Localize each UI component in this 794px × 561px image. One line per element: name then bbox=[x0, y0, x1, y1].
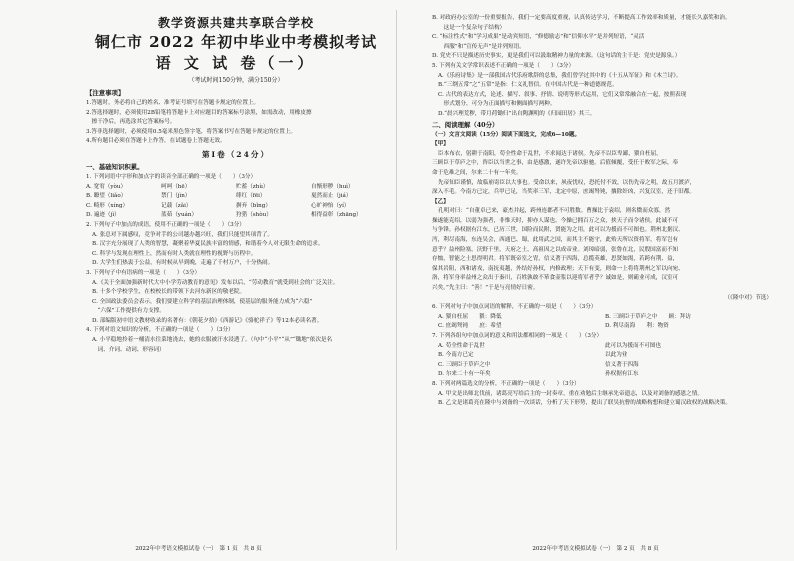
q3-option: A.《关于全面加强新时代大中小学劳动教育的意见》发布以后，“劳动教育”就受到社会的广泛关注。 bbox=[92, 279, 339, 286]
passage-a-line: 命于危难之间，尔来二十有一年矣。 bbox=[432, 169, 522, 176]
question-5: 5. 下列有关文学常识表述不正确的一项是（ ）（3分） bbox=[432, 62, 575, 69]
q5-option: C. 古代的表达方式，论述、描写、叙事、抒情、说明等形式运用，它们又常常融合在一起，按照表现 bbox=[438, 91, 687, 98]
q6-option-row bbox=[432, 322, 772, 332]
paper-title: 语 文 试 卷（一） bbox=[155, 54, 317, 72]
note-line: 擦干净后，再选涂其它答案标号。 bbox=[86, 119, 176, 126]
q1-option: A. 宽宥（yòu） bbox=[86, 183, 127, 190]
q1-option: 记载（zǎi） bbox=[161, 202, 192, 209]
q1-option-row bbox=[86, 183, 386, 193]
q7-option: 孙权据有江东 bbox=[605, 371, 639, 378]
question-7: 7. 下列各组句中加点词的意义和用法都相同的一项是（ ）（3分） bbox=[432, 333, 603, 339]
q4-option-cont: B. 对政府办公室的一份重要报告，我们一定要高度重视，认真传达学习，不断提高工作效率和质量，才能长久嘉奖和治。 bbox=[432, 15, 731, 21]
q7-option-row bbox=[432, 342, 772, 352]
passage-b-label: 【乙】 bbox=[432, 198, 449, 205]
q5-option: 形式划分，可分为正面描写和侧面描写两种。 bbox=[438, 101, 556, 108]
question-4: 4. 下列对语文知识的分析，不正确的一项是（ ）（3分） bbox=[86, 327, 234, 334]
q5-option: B.“三纲五常”之“五常”是指：仁义礼智信。在中国古代是一种道德规范。 bbox=[438, 82, 618, 89]
q6-option: B. 三顾臣于草庐之中 顾：拜访 bbox=[605, 313, 691, 320]
q4-option-cont: C. “标注性式”和“学习成果”是动宾短语，“修德励志”和“信仰水平”是并列短语，“灵活 bbox=[432, 34, 645, 41]
q6-option: D. 利尽南海 利：物资 bbox=[605, 323, 669, 330]
note-line: 3.答非选择题时，必须使用0.5毫米黑色签字笔，将答案书写在答题卡规定的位置上。 bbox=[86, 128, 297, 135]
q1-option: 心旷神怡（yí） bbox=[311, 202, 350, 209]
passage-a-line: 三顾臣于草庐之中，咨臣以当世之事，由是感激，遂许先帝以驱驰。后值倾覆，受任于败军之际，奉 bbox=[432, 160, 679, 167]
q7-option: 此可以为援而不可图也 bbox=[605, 342, 661, 349]
question-6: 6. 下列对句子中加点词语的解释，不正确的一项是（ ）（3分） bbox=[432, 304, 597, 311]
exam-title: 铜仁市 2022 年初中毕业中考模拟考试 bbox=[94, 33, 378, 51]
q7-option: 信义著于四海 bbox=[605, 361, 639, 368]
passage-b-line: 兴矣。”先主曰：“善！”于是与亮情好日密。 bbox=[432, 285, 539, 292]
question-2: 2. 下列句子中加点的成语，使用不正确的一项是（ ）（3分） bbox=[86, 221, 245, 228]
q8-option: A. 甲文是出师北伐前，诸葛亮写给后主的一封奏章，重在劝勉后主继承先帝遗志，以及对刘备的感恩之情。 bbox=[438, 390, 703, 397]
q7-option: B. 今南方已定 bbox=[438, 352, 474, 359]
q7-option: D. 尔来二十有一年矣 bbox=[438, 371, 491, 378]
q4-option: 词、介词、动词、形容词） bbox=[92, 346, 165, 353]
passage-a-line: 深入不毛。今南方已定，兵甲已足，当奖率三军，北定中原，庶竭驽钝，攘除奸凶，兴复汉室，还于旧都。 bbox=[432, 189, 695, 196]
page-2-footer: 2022年中考语文模拟试卷（一） 第 2 页 共 8 页 bbox=[532, 546, 659, 552]
passage-a-line: 先帝知臣谨慎，故临崩寄臣以大事也。受命以来，夙夜忧叹，恐托付不效，以伤先帝之明，故五月渡泸， bbox=[438, 179, 696, 186]
q5-option: D.“晨兴理荒秽，带月荷锄归”出自陶渊明的《归园田居》其三。 bbox=[438, 110, 596, 117]
part-1-title: 第Ⅰ卷（24分） bbox=[201, 149, 271, 159]
passage-b-line: 孔明对曰：“自董卓已来，豪杰并起，跨州连郡者不可胜数。曹操比于袁绍，则名微而众寡，然 bbox=[438, 208, 671, 215]
passage-b-line: 存恤，智能之士思得明君。将军既帝室之胄，信义著于四海，总揽英雄，思贤如渴，若跨有荆、益， bbox=[432, 256, 679, 263]
page-2-content bbox=[432, 14, 772, 409]
q1-option: 戛然而止（jiá） bbox=[311, 193, 352, 200]
passage-a-line: 臣本布衣，躬耕于南阳，苟全性命于乱世，不求闻达于诸侯。先帝不以臣卑鄙，猥自枉屈， bbox=[438, 150, 662, 157]
passage-b-line: 保其岩阻，西和诸戎，南抚夷越，外结好孙权，内修政理；天下有变，则命一上将将荆州之军以向宛、 bbox=[432, 265, 684, 272]
q7-option: C. 三顾臣于草庐之中 bbox=[438, 361, 491, 368]
q1-option: C. 畸形（xíng） bbox=[86, 202, 129, 209]
q3-option: B. 十多个学校学生，在校校长的带领下去河东新区的敬老院。 bbox=[92, 289, 246, 296]
passage-b-line: 洛，将军身率益州之众出于秦川，百姓孰敢不箪食壶浆以迎将军者乎？诚如是，则霸业可成，汉室可 bbox=[432, 275, 679, 282]
q1-option-row bbox=[86, 211, 386, 221]
section-2-subtitle: （一）文言文阅读（15分）阅读下面选文，完成6—10题。 bbox=[432, 131, 581, 138]
q7-option-row bbox=[432, 370, 772, 380]
q4-option: A. 小平稳地拎着一桶清水往菜地浇去，她的衣服被汗水浸透了。（句中“小平”“从”“锄地”依次是名 bbox=[92, 337, 333, 344]
q6-option-row bbox=[432, 313, 772, 323]
q2-option: B. 汉字充分展现了人类的智慧，凝聚着华夏民族丰富的情感，和谐着今人对无限生命的追求。 bbox=[92, 241, 324, 248]
q4-option-cont: 西服”和“宣传无声”是并列短语。 bbox=[438, 43, 525, 50]
page-1-content bbox=[86, 14, 386, 355]
passage-b-line: 意乎？益州险塞，沃野千里，天府之土，高祖因之以成帝业。刘璋暗弱，张鲁在北，民殷国富而不知 bbox=[432, 246, 679, 253]
q7-option-row bbox=[432, 361, 772, 371]
q8-option: B. 乙文是诸葛亮在隆中与刘备的一次谈话，分析了天下形势，提出了联吴抗曹的战略构想和建立蜀汉政权的战略决策。 bbox=[438, 400, 731, 407]
q2-option: C. 科学与发现在理性上，然而有时人类就在理性的视野与历程中。 bbox=[92, 250, 257, 257]
q1-option-row bbox=[86, 202, 386, 212]
q1-option: 摒弃（bǐng） bbox=[236, 202, 271, 209]
passage-b-line: 操遂能克绍，以弱为强者，非惟天时，抑亦人谋也。今操已拥百万之众，挟天子而令诸侯，此诚不可 bbox=[432, 217, 679, 224]
q2-option: D. 大学生们热衷于公益，有时候从早到晚，走遍了千村万户，十分热闹。 bbox=[92, 260, 274, 267]
q5-option: A.《乐府诗集》是一部我国古代乐府歌辞的总集，我们曾学过其中的《十五从军征》和《木兰诗》。 bbox=[438, 72, 682, 79]
section-2-title: 二、阅读理解（40分） bbox=[432, 120, 499, 129]
q1-option-row bbox=[86, 192, 386, 202]
q4-option-cont: 这是一个复杂句子结构） bbox=[438, 24, 506, 31]
q1-option: 禁门（jìn） bbox=[161, 193, 191, 200]
section-1-title: 一、基础知识积累。 bbox=[86, 162, 144, 171]
q1-option: 相得益彰（zhāng） bbox=[311, 212, 362, 219]
passage-a-label: 【甲】 bbox=[432, 141, 449, 148]
q7-option: A. 苟全性命于乱世 bbox=[438, 342, 485, 349]
question-8: 8. 下列对两篇选文的分析，不正确的一项是（ ）（3分） bbox=[432, 380, 580, 387]
q1-option: 蓝茹（yuán） bbox=[161, 212, 198, 219]
q1-option: 绯红（fēi） bbox=[236, 193, 266, 200]
q6-option: C. 庶竭驽钝 庶：希望 bbox=[438, 323, 502, 330]
school-name: 教学资源共建共享联合学校 bbox=[157, 16, 314, 30]
q6-option: A. 猥自枉屈 猥：降低 bbox=[438, 313, 502, 320]
page-1-footer: 2022年中考语文模拟试卷（一） 第 1 页 共 8 页 bbox=[135, 546, 262, 552]
q2-option: A. 张总对下属感叹，竞争对手的公司越办越兴旺，我们只能望其项背了。 bbox=[92, 231, 274, 238]
question-1: 1. 下列词语中字形和加点字的读音全部正确的一项是（ ）（3分） bbox=[86, 173, 257, 180]
q7-option-row bbox=[432, 351, 772, 361]
page-2 bbox=[397, 0, 794, 561]
q1-option: 自惭形秽（huì） bbox=[311, 183, 354, 190]
q1-option: 狩猎（shòu） bbox=[236, 212, 272, 219]
q3-option: D. 部编版初中语文教材收录的名著有：《朝花夕拾》《西游记》《骆驼祥子》等12本必读名著。 bbox=[92, 317, 323, 324]
q3-option: “六保”工作提供有力支撑。 bbox=[92, 308, 165, 315]
question-3: 3. 下列句子中有语病的一项是（ ）（3分） bbox=[86, 269, 201, 276]
q4-option-cont: D. 党史不只是描述历史事实，更是我们可以汲取精神力量的来源。（这句话的主干是：党史是源泉。） bbox=[432, 53, 681, 60]
q7-option: 以此为业 bbox=[605, 352, 628, 359]
passage-b-line: 沔，利尽南海，东连吴会，西通巴、蜀，此用武之国，而其主不能守，此殆天所以资将军，将军岂有 bbox=[432, 237, 679, 244]
note-line: 1.答题时，务必将自己的姓名、准考证号填写在答题卡规定的位置上。 bbox=[86, 100, 260, 106]
time-note: （考试时间150分钟，满分150分） bbox=[188, 77, 284, 84]
q1-option: D. 遍迹（jì） bbox=[86, 212, 120, 219]
q3-option: C. 全国政法委员会表示，我们要建立科学的基层治理体制，使基层的服务能力成为“六稳” bbox=[92, 298, 313, 305]
passage-b-line: 与争锋。孙权据有江东，已历三世，国险而民附，贤能为之用，此可以为援而不可图也。荆州北据汉、 bbox=[432, 227, 684, 234]
q1-option: B. 瞭望（liǎo） bbox=[86, 193, 127, 200]
passage-b-source: （《隆中对》节选） bbox=[724, 294, 772, 301]
note-line: 2.答选择题时，必须使用2B铅笔将答题卡上对应题目的答案标号涂黑，如需改动，用橡皮擦 bbox=[86, 109, 312, 116]
q1-option: 贮蓄（zhù） bbox=[236, 183, 269, 190]
note-line: 4.所有题目必须在答题卡上作答，在试题卷上答题无效。 bbox=[86, 138, 226, 145]
q1-option: 呵呵（hē） bbox=[161, 183, 191, 190]
notes-title: 【注意事项】 bbox=[86, 89, 125, 97]
